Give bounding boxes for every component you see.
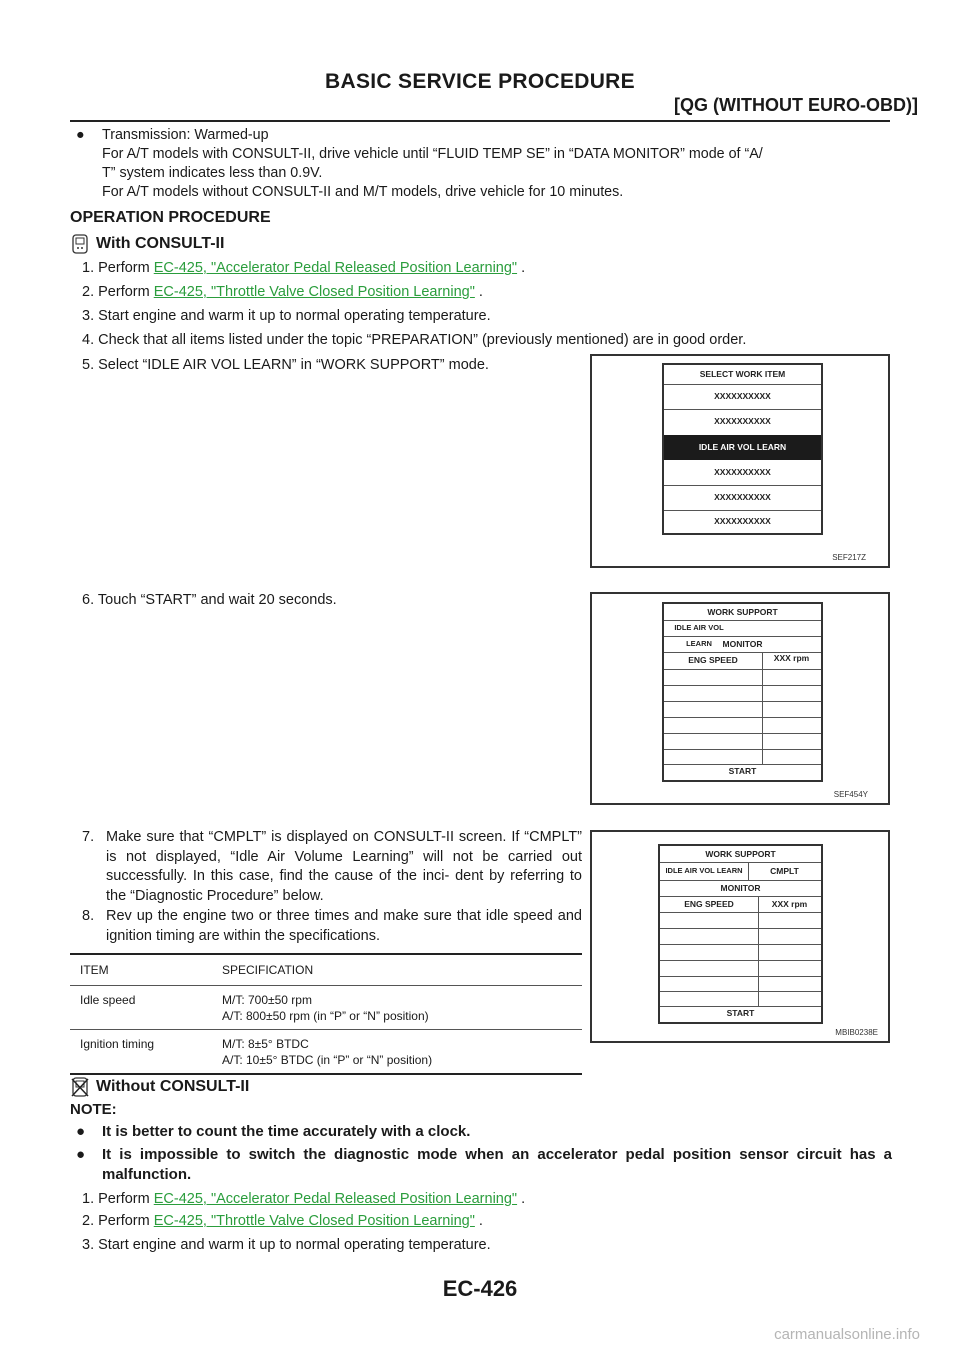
step-number: 3. — [82, 308, 95, 324]
rpm-value: XXX rpm — [771, 899, 808, 909]
figure-code: SEF454Y — [833, 790, 868, 799]
bullet-line: For A/T models without CONSULT-II and M/T models, drive vehicle for 10 minutes. — [102, 184, 624, 200]
step-number: 4. — [82, 332, 95, 348]
row-divider — [660, 976, 821, 977]
accel-pedal-learning-link[interactable]: EC-425, "Accelerator Pedal Released Position Learning" — [153, 260, 518, 276]
step-number: 3. — [82, 1237, 95, 1253]
step-6 — [82, 591, 582, 610]
bullet-icon: ● — [76, 127, 85, 143]
step-number: 2. — [82, 1213, 95, 1229]
work-support-title: WORK SUPPORT — [705, 849, 776, 859]
step-post: . — [478, 1213, 483, 1229]
figure-work-support — [590, 592, 890, 805]
step-pre: Perform — [98, 284, 150, 300]
eng-speed-label: ENG SPEED — [684, 899, 734, 909]
rpm-value: XXX rpm — [773, 653, 810, 663]
select-work-item-title: SELECT WORK ITEM — [699, 369, 786, 379]
step-post: . — [521, 1191, 526, 1207]
column-header: ITEM — [70, 954, 212, 986]
bullet-line: T” system indicates less than 0.9V. — [102, 165, 323, 181]
work-support-title: WORK SUPPORT — [707, 607, 778, 617]
step-number: 6. — [82, 592, 95, 608]
work-item: XXXXXXXXXX — [714, 416, 771, 426]
spec-table — [70, 953, 582, 1075]
step-number: 2. — [82, 284, 95, 300]
step-number: 8. — [82, 908, 95, 924]
row-divider — [660, 991, 821, 992]
spec-line: A/T: 800±50 rpm (in “P” or “N” position) — [222, 1009, 429, 1023]
without-step-2 — [82, 1212, 882, 1231]
bullet-icon: ● — [76, 1123, 86, 1140]
step-text: Make sure that “CMPLT” is displayed on CONSULT-II screen. If “CMPLT” is not displayed, “Idle Air Volume Learning” will not be carried out successfully. In this case, find the cause of the inci- dent by referring to the “Diagnostic Procedure” below. — [106, 829, 582, 904]
work-support-panel — [662, 602, 823, 782]
work-support-cmplt-panel — [658, 844, 823, 1024]
start-label: START — [728, 766, 757, 776]
transmission-bullet — [76, 126, 892, 202]
note-item — [76, 1122, 892, 1142]
step-post: . — [478, 284, 483, 300]
step-text: Select “IDLE AIR VOL LEARN” in “WORK SUPPORT” mode. — [98, 357, 489, 373]
work-item-selected: IDLE AIR VOL LEARN — [664, 435, 821, 460]
table-row — [70, 986, 582, 1030]
step-text: Start engine and warm it up to normal operating temperature. — [98, 308, 491, 324]
figure-code: SEF217Z — [832, 553, 866, 562]
step-3 — [82, 307, 882, 326]
cmplt-status: CMPLT — [770, 866, 799, 876]
without-consult-label: Without CONSULT-II — [96, 1078, 250, 1095]
step-text: Check that all items listed under the topic “PREPARATION” (previously mentioned) are in good order. — [98, 332, 747, 348]
step-post: . — [521, 260, 526, 276]
section-subtitle: [QG (WITHOUT EURO-OBD)] — [674, 95, 918, 115]
spec-line: M/T: 700±50 rpm — [222, 993, 312, 1007]
header-rule — [70, 120, 890, 122]
row-divider — [664, 669, 821, 670]
note-label: NOTE: — [70, 1101, 117, 1118]
step-pre: Perform — [98, 1213, 150, 1229]
note-text: It is impossible to switch the diagnostic mode when an accelerator pedal position sensor circuit has a malfunction. — [102, 1146, 892, 1183]
step-2 — [82, 283, 882, 302]
table-header-row — [70, 954, 582, 986]
watermark: carmanualsonline.info — [774, 1326, 920, 1343]
no-consult-icon — [70, 1076, 90, 1098]
note-item — [76, 1145, 892, 1185]
step-pre: Perform — [98, 1191, 150, 1207]
row-divider — [664, 701, 821, 702]
step-number: 1. — [82, 260, 95, 276]
throttle-valve-learning-link[interactable]: EC-425, "Throttle Valve Closed Position Learning" — [153, 284, 475, 300]
without-consult-heading — [70, 1076, 249, 1098]
column-header: SPECIFICATION — [212, 954, 582, 986]
monitor-label: MONITOR — [720, 883, 761, 893]
bullet-icon: ● — [76, 1146, 86, 1163]
step-number: 5. — [82, 357, 95, 373]
start-label: START — [726, 1008, 755, 1018]
row-divider — [664, 717, 821, 718]
idle-air-vol-learn-label: IDLE AIR VOL LEARN — [665, 866, 743, 875]
eng-speed-label: ENG SPEED — [688, 655, 738, 665]
row-divider — [660, 928, 821, 929]
step-text: Touch “START” and wait 20 seconds. — [97, 592, 337, 608]
with-consult-label: With CONSULT-II — [96, 235, 225, 252]
note-text: It is better to count the time accurately with a clock. — [102, 1123, 471, 1140]
item-cell: Ignition timing — [70, 1030, 212, 1075]
spec-cell — [212, 1030, 582, 1075]
step-4 — [82, 331, 892, 350]
step-1 — [82, 259, 882, 278]
bullet-line: Transmission: Warmed-up — [102, 127, 269, 143]
step-text: Rev up the engine two or three times and make sure that idle speed and ignition timing are within the specifications. — [106, 908, 582, 944]
step-5 — [82, 356, 582, 375]
work-item: XXXXXXXXXX — [714, 492, 771, 502]
figure-code: MBIB0238E — [835, 1028, 878, 1037]
page-number: EC-426 — [442, 1276, 518, 1301]
consult-icon — [70, 233, 90, 255]
item-cell: Idle speed — [70, 986, 212, 1030]
with-consult-heading — [70, 233, 224, 255]
figure-work-support-cmplt — [590, 830, 890, 1043]
spec-line: A/T: 10±5° BTDC (in “P” or “N” position) — [222, 1053, 433, 1067]
row-divider — [664, 685, 821, 686]
step-text: Start engine and warm it up to normal operating temperature. — [98, 1237, 491, 1253]
step-7 — [82, 828, 582, 906]
bullet-line: For A/T models with CONSULT-II, drive vehicle until “FLUID TEMP SE” in “DATA MONITOR” mode of “A/ — [102, 146, 763, 162]
step-pre: Perform — [98, 260, 150, 276]
row-divider — [664, 749, 821, 750]
row-divider — [660, 912, 821, 913]
without-step-3 — [82, 1236, 882, 1255]
step-number: 7. — [82, 829, 95, 845]
figure-select-work-item — [590, 354, 890, 568]
work-item: XXXXXXXXXX — [714, 516, 771, 526]
spec-cell — [212, 986, 582, 1030]
row-divider — [660, 944, 821, 945]
row-divider — [664, 733, 821, 734]
idle-air-vol-learn-label: IDLE AIR VOL LEARN — [674, 623, 724, 648]
spec-line: M/T: 8±5° BTDC — [222, 1037, 309, 1051]
page-title: BASIC SERVICE PROCEDURE — [325, 70, 635, 93]
monitor-label: MONITOR — [722, 639, 763, 649]
work-item: XXXXXXXXXX — [714, 391, 771, 401]
work-item-panel — [662, 363, 823, 535]
throttle-valve-learning-link[interactable]: EC-425, "Throttle Valve Closed Position Learning" — [153, 1213, 475, 1229]
accel-pedal-learning-link[interactable]: EC-425, "Accelerator Pedal Released Position Learning" — [153, 1191, 518, 1207]
table-row — [70, 1030, 582, 1075]
row-divider — [660, 960, 821, 961]
step-number: 1. — [82, 1191, 95, 1207]
step-8 — [82, 907, 582, 946]
work-item: XXXXXXXXXX — [714, 467, 771, 477]
operation-heading: OPERATION PROCEDURE — [70, 209, 271, 226]
without-step-1 — [82, 1190, 882, 1209]
